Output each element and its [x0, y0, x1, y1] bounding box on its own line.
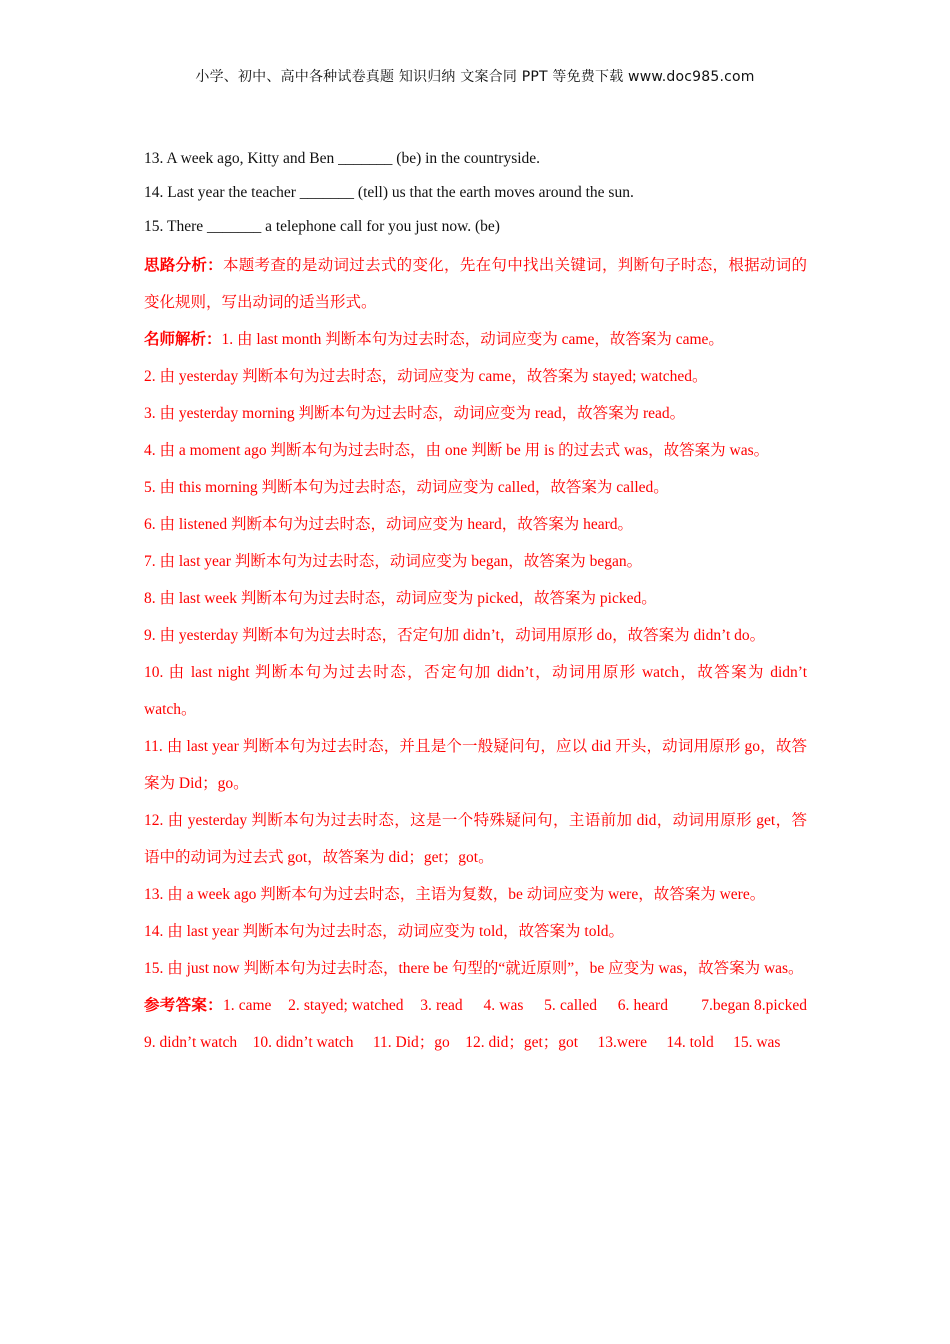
answers-paragraph: [144, 987, 823, 1061]
question-15: 15. There _______ a telephone call for you just now. (be): [144, 218, 500, 235]
explanation-item-6: 6. 由 listened 判断本句为过去时态，动词应变为 heard，故答案为 heard。: [144, 516, 634, 533]
explanation-item-2: 2. 由 yesterday 判断本句为过去时态，动词应变为 came，故答案为 stayed; watched。: [144, 368, 708, 385]
explanation-item-1: [144, 321, 807, 358]
question-14: 14. Last year the teacher _______ (tell) us that the earth moves around the sun.: [144, 184, 634, 201]
explanation-item-7: 7. 由 last year 判断本句为过去时态，动词应变为 began，故答案为 began。: [144, 553, 643, 570]
explanation-item-3: 3. 由 yesterday morning 判断本句为过去时态，动词应变为 read，故答案为 read。: [144, 405, 686, 422]
explanation-item-11: 11. 由 last year 判断本句为过去时态，并且是个一般疑问句，应以 did 开头，动词用原形 go，故答案为 Did；go。: [144, 738, 807, 792]
analysis-paragraph: [144, 247, 807, 321]
analysis-label: 思路分析：: [144, 257, 223, 274]
explanation-item-15: 15. 由 just now 判断本句为过去时态，there be 句型的“就近原则”，be 应变为 was，故答案为 was。: [144, 960, 804, 977]
explanation-item-9: 9. 由 yesterday 判断本句为过去时态，否定句加 didn’t，动词用原形 do，故答案为 didn’t do。: [144, 627, 766, 644]
content-body: [144, 145, 823, 1061]
explanation-item-12: 12. 由 yesterday 判断本句为过去时态，这是一个特殊疑问句，主语前加 did，动词用原形 get，答语中的动词为过去式 got，故答案为 did；get；got。: [144, 812, 807, 866]
explanation-item-13: 13. 由 a week ago 判断本句为过去时态，主语为复数，be 动词应变为 were，故答案为 were。: [144, 886, 766, 903]
analysis-text: 本题考查的是动词过去式的变化，先在句中找出关键词，判断句子时态，根据动词的变化规则，写出动词的适当形式。: [144, 257, 807, 311]
explanation-item-4: 4. 由 a moment ago 判断本句为过去时态，由 one 判断 be 用 is 的过去式 was，故答案为 was。: [144, 442, 770, 459]
answers-label: 参考答案：: [144, 997, 223, 1014]
explanation-item-14: 14. 由 last year 判断本句为过去时态，动词应变为 told，故答案为 told。: [144, 923, 625, 940]
explanation-item-10: 10. 由 last night 判断本句为过去时态，否定句加 didn’t，动词用原形 watch，故答案为 didn’t watch。: [144, 664, 807, 718]
explanation-label: 名师解析：: [144, 331, 222, 348]
question-13: 13. A week ago, Kitty and Ben _______ (be) in the countryside.: [144, 150, 541, 167]
explanation-first: 1. 由 last month 判断本句为过去时态，动词应变为 came，故答案为 came。: [221, 331, 724, 348]
answers-text: 1. came 2. stayed; watched 3. read 4. was 5. called 6. heard 7.began 8.picked 9. didn’t watch 10. didn’t watch 11. Did；go 12. did；get；got 13.were 14. told 15. was: [144, 997, 823, 1051]
page-header: 小学、初中、高中各种试卷真题 知识归纳 文案合同 PPT 等免费下载 www.doc985.com: [195, 69, 755, 85]
explanation-item-5: 5. 由 this morning 判断本句为过去时态，动词应变为 called，故答案为 called。: [144, 479, 669, 496]
explanation-item-8: 8. 由 last week 判断本句为过去时态，动词应变为 picked，故答案为 picked。: [144, 590, 657, 607]
explanation-list: [144, 358, 807, 987]
